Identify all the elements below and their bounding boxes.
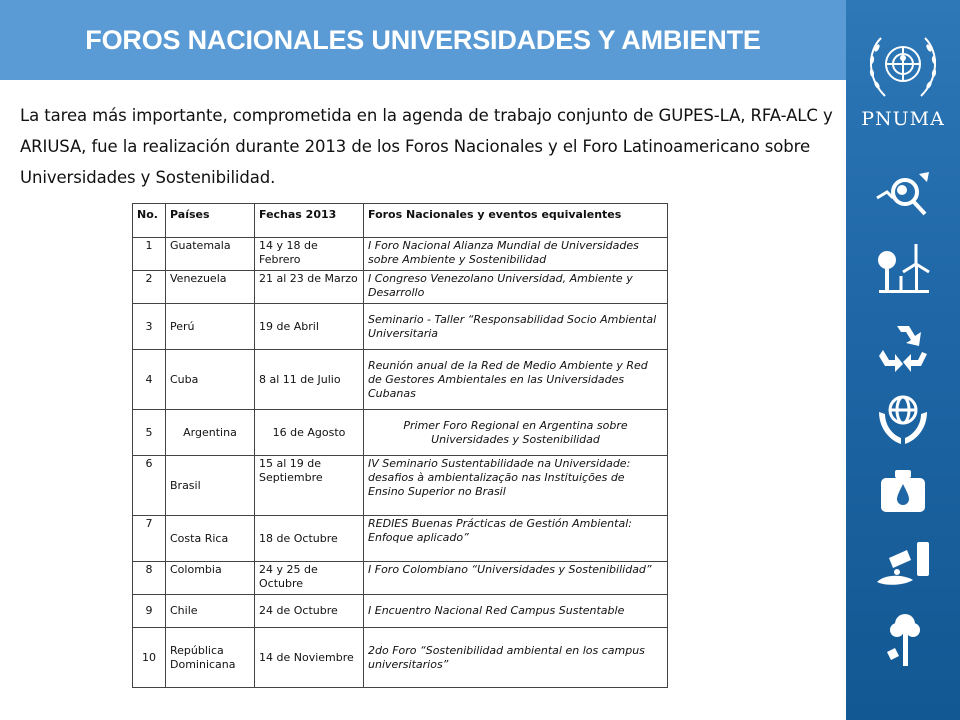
cell-no: 3 — [133, 304, 166, 350]
header-paises: Países — [166, 204, 255, 238]
globe-magnifier-icon — [873, 168, 933, 228]
cell-foro: I Encuentro Nacional Red Campus Sustentable — [364, 595, 668, 628]
header-foros: Foros Nacionales y eventos equivalentes — [364, 204, 668, 238]
header-fechas: Fechas 2013 — [255, 204, 364, 238]
sidebar — [846, 0, 960, 720]
intro-paragraph: La tarea más importante, comprometida en la agenda de trabajo conjunto de GUPES-LA, RFA-ALC y ARIUSA, fue la realización durante 2013 de los Foros Nacionales y el Foro Latinoamericano sobre Universidades y Sostenibilidad. — [20, 106, 833, 187]
cell-no: 1 — [133, 238, 166, 271]
cell-pais: Costa Rica — [166, 516, 255, 562]
hands-globe-icon — [873, 388, 933, 448]
cell-pais: República Dominicana — [166, 628, 255, 688]
table-row — [133, 271, 668, 304]
cell-fecha: 8 al 11 de Julio — [255, 350, 364, 410]
cell-pais: Argentina — [166, 410, 255, 456]
pnuma-logo-text: PNUMA — [861, 108, 945, 130]
cell-no: 10 — [133, 628, 166, 688]
cell-foro: REDIES Buenas Prácticas de Gestión Ambiental: Enfoque aplicado” — [364, 516, 668, 562]
cell-no: 7 — [133, 516, 166, 562]
cell-foro: Reunión anual de la Red de Medio Ambiente y Red de Gestores Ambientales en las Universidades Cubanas — [364, 350, 668, 410]
cell-pais: Chile — [166, 595, 255, 628]
cell-foro: I Congreso Venezolano Universidad, Ambiente y Desarrollo — [364, 271, 668, 304]
page-title: FOROS NACIONALES UNIVERSIDADES Y AMBIENTE — [85, 25, 761, 55]
table-row — [133, 350, 668, 410]
foros-table — [132, 203, 668, 688]
cell-no: 5 — [133, 410, 166, 456]
table-row — [133, 516, 668, 562]
cell-foro: Primer Foro Regional en Argentina sobre Universidades y Sostenibilidad — [364, 410, 668, 456]
cell-pais: Colombia — [166, 562, 255, 595]
table-row — [133, 410, 668, 456]
cell-foro: IV Seminario Sustentabilidade na Universidade: desafios à ambientalização nas Instituições de Ensino Superior no Brasil — [364, 456, 668, 516]
cell-fecha: 18 de Octubre — [255, 516, 364, 562]
cell-fecha: 14 y 18 de Febrero — [255, 238, 364, 271]
table-row — [133, 238, 668, 271]
table-row — [133, 562, 668, 595]
header-no: No. — [133, 204, 166, 238]
cell-pais: Brasil — [166, 456, 255, 516]
cell-fecha: 14 de Noviembre — [255, 628, 364, 688]
cell-foro: 2do Foro “Sostenibilidad ambiental en los campus universitarios” — [364, 628, 668, 688]
cell-no: 2 — [133, 271, 166, 304]
cell-fecha: 24 y 25 de Octubre — [255, 562, 364, 595]
cell-foro: I Foro Colombiano “Universidades y Sostenibilidad” — [364, 562, 668, 595]
table-row — [133, 456, 668, 516]
cell-foro: Seminario - Taller “Responsabilidad Socio Ambiental Universitaria — [364, 304, 668, 350]
briefcase-drop-icon — [873, 462, 933, 522]
wind-energy-icon — [873, 238, 933, 298]
cell-fecha: 24 de Octubre — [255, 595, 364, 628]
cell-fecha: 21 al 23 de Marzo — [255, 271, 364, 304]
table-row — [133, 304, 668, 350]
cell-no: 4 — [133, 350, 166, 410]
cell-foro: I Foro Nacional Alianza Mundial de Universidades sobre Ambiente y Sostenibilidad — [364, 238, 668, 271]
recycle-icon — [873, 316, 933, 376]
cell-fecha: 19 de Abril — [255, 304, 364, 350]
table-row — [133, 595, 668, 628]
cell-no: 8 — [133, 562, 166, 595]
cell-no: 9 — [133, 595, 166, 628]
cell-pais: Venezuela — [166, 271, 255, 304]
cell-pais: Cuba — [166, 350, 255, 410]
cell-fecha: 16 de Agosto — [255, 410, 364, 456]
spill-icon — [873, 536, 933, 596]
cell-fecha: 15 al 19 de Septiembre — [255, 456, 364, 516]
cell-pais: Perú — [166, 304, 255, 350]
tree-icon — [873, 610, 933, 670]
cell-no: 6 — [133, 456, 166, 516]
table-header-row — [133, 204, 668, 238]
cell-pais: Guatemala — [166, 238, 255, 271]
unep-emblem-icon — [859, 30, 947, 104]
table-row — [133, 628, 668, 688]
